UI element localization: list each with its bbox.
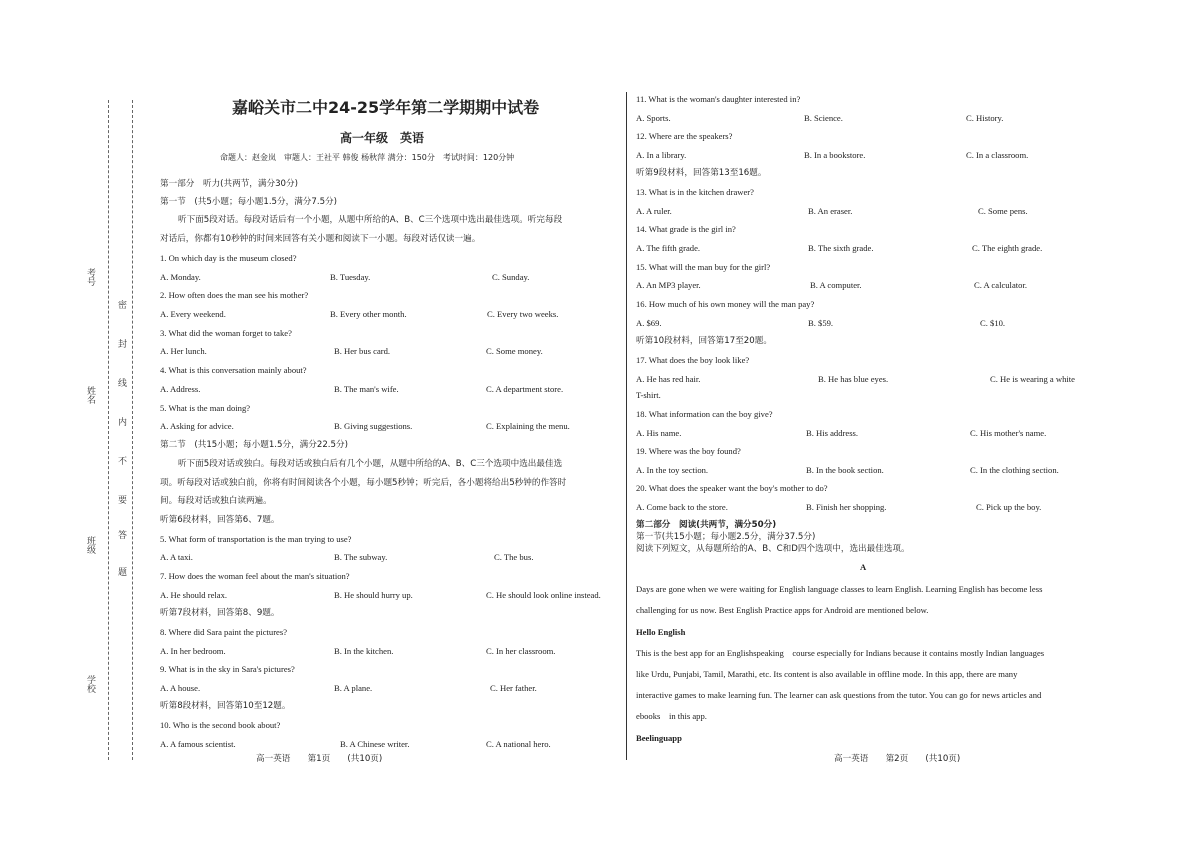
- option-c: C. History.: [966, 113, 1004, 123]
- material-note: 听第6段材料，回答第6、7题。: [160, 515, 280, 525]
- material-note: 听第10段材料，回答第17至20题。: [636, 336, 772, 346]
- option-c: C. A department store.: [486, 384, 564, 394]
- option-b: B. He has blue eyes.: [818, 374, 889, 384]
- option-c: C. He is wearing a white: [990, 374, 1075, 384]
- option-c: C. A national hero.: [486, 739, 551, 749]
- option-b: B. In the book section.: [806, 465, 884, 475]
- question: 4. What is this conversation mainly about?: [160, 365, 307, 375]
- seal-char: 线: [118, 379, 128, 389]
- app-heading: Hello English: [636, 627, 686, 637]
- option-a: A. $69.: [636, 318, 662, 328]
- option-b: B. In a bookstore.: [804, 150, 866, 160]
- question: 11. What is the woman's daughter interested in?: [636, 94, 801, 104]
- question: 10. Who is the second book about?: [160, 720, 281, 730]
- option-a: A. Monday.: [160, 272, 201, 282]
- passage-text: like Urdu, Punjabi, Tamil, Marathi, etc. Its content is also available in offline mode. In this app, there are many: [636, 669, 1018, 679]
- option-c: C. Pick up the boy.: [976, 502, 1042, 512]
- option-c: C. His mother's name.: [970, 428, 1047, 438]
- question: 7. How does the woman feel about the man's situation?: [160, 571, 350, 581]
- question: 19. Where was the boy found?: [636, 446, 741, 456]
- passage-text: challenging for us now. Best English Practice apps for Android are mentioned below.: [636, 605, 929, 615]
- question: 16. How much of his own money will the man pay?: [636, 299, 815, 309]
- seal-char: 要: [118, 496, 128, 506]
- option-c: C. $10.: [980, 318, 1006, 328]
- option-a: A. Come back to the store.: [636, 502, 728, 512]
- question: 18. What information can the boy give?: [636, 409, 773, 419]
- option-c: C. He should look online instead.: [486, 590, 601, 600]
- option-c: C. In the clothing section.: [970, 465, 1059, 475]
- option-b: B. A plane.: [334, 683, 373, 693]
- question: 5. What form of transportation is the man trying to use?: [160, 534, 352, 544]
- section1-instructions: 听下面5段对话。每段对话后有一个小题，从题中所给的A、B、C三个选项中选出最佳选项。听完每段: [178, 215, 563, 225]
- option-c: C. Every two weeks.: [487, 309, 559, 319]
- question: 12. Where are the speakers?: [636, 131, 733, 141]
- option-b: B. A Chinese writer.: [340, 739, 410, 749]
- option-a: A. A taxi.: [160, 552, 193, 562]
- passage-text: Days are gone when we were waiting for English language classes to learn English. Learning English has become less: [636, 584, 1043, 594]
- option-c-continued: T-shirt.: [636, 390, 661, 400]
- cut-line-outer: [108, 100, 109, 760]
- name-label: 姓名: [85, 386, 95, 404]
- question: 17. What does the boy look like?: [636, 355, 750, 365]
- option-a: A. An MP3 player.: [636, 280, 701, 290]
- class-label: 班级: [85, 536, 95, 554]
- passage-label: A: [860, 562, 867, 572]
- question: 5. What is the man doing?: [160, 403, 251, 413]
- option-a: A. Her lunch.: [160, 346, 207, 356]
- reading-instructions: 阅读下列短文，从每题所给的A、B、C和D四个选项中，选出最佳选项。: [636, 544, 910, 554]
- part1-heading: 第一部分 听力(共两节，满分30分): [160, 179, 298, 189]
- exam-subtitle: 高一年级 英语: [340, 131, 425, 145]
- option-a: A. In the toy section.: [636, 465, 709, 475]
- school-label: 学校: [85, 675, 95, 693]
- option-a: A. A famous scientist.: [160, 739, 236, 749]
- section2-heading: 第二节 (共15小题；每小题1.5分，满分22.5分): [160, 440, 348, 450]
- option-c: C. Sunday.: [492, 272, 530, 282]
- option-b: B. His address.: [806, 428, 859, 438]
- option-b: B. The subway.: [334, 552, 388, 562]
- material-note: 听第7段材料，回答第8、9题。: [160, 608, 280, 618]
- seal-char: 内: [118, 418, 128, 428]
- seal-char: 密: [118, 301, 128, 311]
- option-b: B. Every other month.: [330, 309, 407, 319]
- question: 3. What did the woman forget to take?: [160, 328, 292, 338]
- passage-text: interactive games to make learning fun. The learner can ask questions from the tutor. You can go for news articles and: [636, 690, 1042, 700]
- section1-instructions: 对话后，你都有10秒钟的时间来回答有关小题和阅读下一小题。每段对话仅读一遍。: [160, 234, 481, 244]
- question: 8. Where did Sara paint the pictures?: [160, 627, 288, 637]
- option-c: C. In a classroom.: [966, 150, 1029, 160]
- option-c: C. Explaining the menu.: [486, 421, 570, 431]
- seal-char: 题: [118, 568, 128, 578]
- option-c: C. The eighth grade.: [972, 243, 1043, 253]
- option-a: A. In a library.: [636, 150, 687, 160]
- option-b: B. Her bus card.: [334, 346, 391, 356]
- section1-heading: 第一节 (共5小题；每小题1.5分，满分7.5分): [160, 197, 338, 207]
- seal-char: 不: [118, 457, 128, 467]
- option-b: B. An eraser.: [808, 206, 853, 216]
- option-a: A. Every weekend.: [160, 309, 226, 319]
- option-b: B. Tuesday.: [330, 272, 371, 282]
- option-b: B. He should hurry up.: [334, 590, 413, 600]
- exam-info: 命题人：赵金岚 审题人：王社平 韩俊 杨秋萍 满分：150分 考试时间：120分钟: [220, 153, 515, 162]
- option-b: B. $59.: [808, 318, 834, 328]
- option-b: B. In the kitchen.: [334, 646, 394, 656]
- option-c: C. In her classroom.: [486, 646, 556, 656]
- option-b: B. Science.: [804, 113, 843, 123]
- question: 20. What does the speaker want the boy's mother to do?: [636, 483, 828, 493]
- option-b: B. Finish her shopping.: [806, 502, 887, 512]
- page-footer: 高一英语 第2页 (共10页): [834, 754, 961, 764]
- option-a: A. A house.: [160, 683, 201, 693]
- seal-char: 答: [118, 531, 128, 541]
- material-note: 听第9段材料，回答第13至16题。: [636, 168, 767, 178]
- option-c: C. The bus.: [494, 552, 534, 562]
- option-c: C. Some money.: [486, 346, 543, 356]
- app-heading: Beelinguapp: [636, 733, 682, 743]
- exam-number-label: 考号: [85, 268, 95, 286]
- section2-instructions: 项。听每段对话或独白前，你将有时间阅读各个小题，每小题5秒钟；听完后，各小题将给出5秒钟的作答时: [160, 478, 567, 488]
- passage-text: This is the best app for an Englishspeaking course especially for Indians because it contains mostly Indian languages: [636, 648, 1045, 658]
- question: 14. What grade is the girl in?: [636, 224, 736, 234]
- option-a: A. His name.: [636, 428, 682, 438]
- question: 2. How often does the man see his mother?: [160, 290, 309, 300]
- reading-section1-heading: 第一节(共15小题；每小题2.5分，满分37.5分): [636, 532, 816, 542]
- option-a: A. Asking for advice.: [160, 421, 234, 431]
- option-a: A. Sports.: [636, 113, 671, 123]
- material-note: 听第8段材料，回答第10至12题。: [160, 701, 291, 711]
- question: 9. What is in the sky in Sara's pictures?: [160, 664, 295, 674]
- option-b: B. A computer.: [810, 280, 862, 290]
- page-footer: 高一英语 第1页 (共10页): [256, 754, 383, 764]
- option-c: C. Some pens.: [978, 206, 1028, 216]
- option-c: C. A calculator.: [974, 280, 1027, 290]
- option-b: B. Giving suggestions.: [334, 421, 413, 431]
- seal-char: 封: [118, 340, 128, 350]
- option-a: A. He should relax.: [160, 590, 228, 600]
- section2-instructions: 间。每段对话或独白读两遍。: [160, 496, 272, 506]
- section2-instructions: 听下面5段对话或独白。每段对话或独白后有几个小题，从题中所给的A、B、C三个选项中选出最佳选: [178, 459, 563, 469]
- option-a: A. The fifth grade.: [636, 243, 701, 253]
- question: 15. What will the man buy for the girl?: [636, 262, 771, 272]
- option-b: B. The sixth grade.: [808, 243, 874, 253]
- option-a: A. He has red hair.: [636, 374, 701, 384]
- question: 13. What is in the kitchen drawer?: [636, 187, 754, 197]
- passage-text: ebooks in this app.: [636, 711, 707, 721]
- page-divider: [626, 92, 627, 760]
- exam-title: 嘉峪关市二中24-25学年第二学期期中试卷: [232, 98, 540, 117]
- part2-heading: 第二部分 阅读(共两节，满分50分): [636, 520, 777, 530]
- option-c: C. Her father.: [490, 683, 537, 693]
- option-b: B. The man's wife.: [334, 384, 399, 394]
- option-a: A. In her bedroom.: [160, 646, 226, 656]
- option-a: A. Address.: [160, 384, 201, 394]
- cut-line-inner: [132, 100, 133, 760]
- question: 1. On which day is the museum closed?: [160, 253, 297, 263]
- option-a: A. A ruler.: [636, 206, 672, 216]
